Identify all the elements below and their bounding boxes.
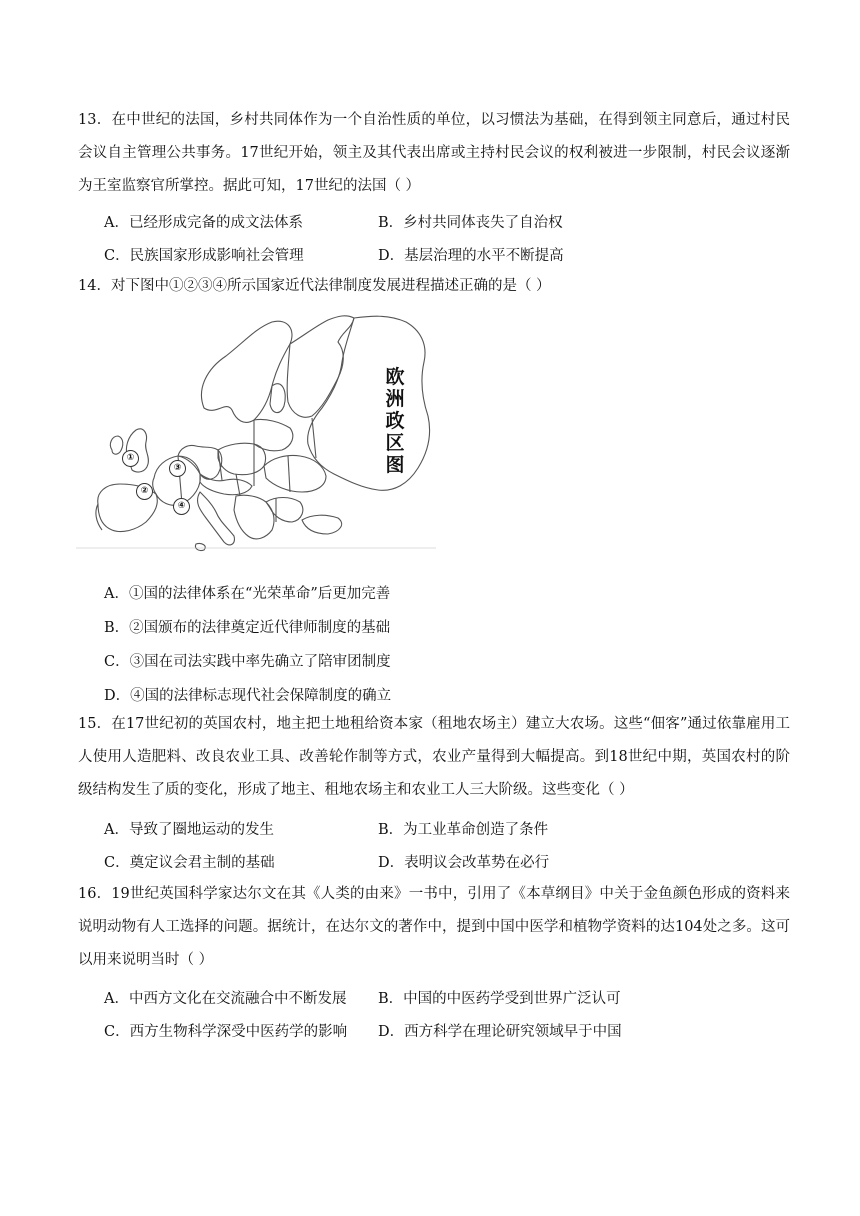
question-13-text: 在中世纪的法国，乡村共同体作为一个自治性质的单位，以习惯法为基础，在得到领主同意后，通过村民会议自主管理公共事务。17世纪开始，领主及其代表出席或主持村民会议的权利被进一步限制，村民会议逐渐为王室监察官所掌控。据此可知，17世纪的法国（ ） xyxy=(78,112,790,194)
question-16-stem xyxy=(78,878,790,977)
map-marker-4: ④ xyxy=(173,498,190,515)
question-13-option-c[interactable]: C．民族国家形成影响社会管理 xyxy=(104,248,304,264)
question-14-text: 对下图中①②③④所示国家近代法律制度发展进程描述正确的是（ ） xyxy=(110,278,551,294)
map-marker-2: ② xyxy=(136,483,153,500)
question-16-text: 19世纪英国科学家达尔文在其《人类的由来》一书中，引用了《本草纲目》中关于金鱼颜色形成的资料来说明动物有人工选择的问题。据统计，在达尔文的著作中，提到中国中医学和植物学资料的达104处之多。这可以用来说明当时（ ） xyxy=(78,886,790,968)
question-15-option-d[interactable]: D．表明议会改革势在必行 xyxy=(378,855,550,871)
question-16-option-d[interactable]: D．西方科学在理论研究领域早于中国 xyxy=(378,1024,622,1040)
question-13-options-row-1 xyxy=(104,212,794,234)
europe-political-map xyxy=(76,308,436,564)
map-title-char: 区 xyxy=(385,432,405,454)
question-13-number: 13． xyxy=(78,112,112,128)
question-14-option-b[interactable]: B．②国颁布的法律奠定近代律师制度的基础 xyxy=(104,620,391,636)
question-16-options-row-2 xyxy=(104,1021,794,1043)
question-15-number: 15． xyxy=(78,716,112,732)
question-15-stem xyxy=(78,708,790,807)
question-16-number: 16． xyxy=(78,886,112,902)
question-15-options-row-1 xyxy=(104,819,794,841)
question-13-option-d[interactable]: D．基层治理的水平不断提高 xyxy=(378,248,564,264)
map-title-char: 政 xyxy=(385,410,405,432)
question-16-option-b[interactable]: B．中国的中医药学受到世界广泛认可 xyxy=(378,991,621,1007)
question-14-number: 14． xyxy=(78,278,111,294)
question-14-option-d[interactable]: D．④国的法律标志现代社会保障制度的确立 xyxy=(104,688,392,704)
question-15-option-b[interactable]: B．为工业革命创造了条件 xyxy=(378,822,549,838)
question-14-option-c[interactable]: C．③国在司法实践中率先确立了陪审团制度 xyxy=(104,654,391,670)
question-14-option-a[interactable]: A．①国的法律体系在“光荣革命”后更加完善 xyxy=(104,586,391,602)
map-title xyxy=(384,366,406,476)
question-13-option-a[interactable]: A．已经形成完备的成文法体系 xyxy=(104,215,303,231)
question-13-option-b[interactable]: B．乡村共同体丧失了自治权 xyxy=(378,215,563,231)
question-15-options-row-2 xyxy=(104,852,794,874)
question-13-stem xyxy=(78,104,790,203)
europe-map-outline xyxy=(76,308,436,564)
question-15-text: 在17世纪初的英国农村，地主把土地租给资本家（租地农场主）建立大农场。这些“佃客”通过依靠雇用工人使用人造肥料、改良农业工具、改善轮作制等方式，农业产量得到大幅提高。到18世纪中期，英国农村的阶级结构发生了质的变化，形成了地主、租地农场主和农业工人三大阶级。这些变化（ ） xyxy=(78,716,790,798)
question-16-options-row-1 xyxy=(104,988,794,1010)
map-title-char: 洲 xyxy=(385,388,405,410)
map-title-char: 图 xyxy=(385,454,405,476)
map-marker-1: ① xyxy=(122,450,139,467)
question-16-option-c[interactable]: C．西方生物科学深受中医药学的影响 xyxy=(104,1024,348,1040)
question-15-option-a[interactable]: A．导致了圈地运动的发生 xyxy=(104,822,274,838)
map-title-char: 欧 xyxy=(385,366,405,388)
question-15-option-c[interactable]: C．奠定议会君主制的基础 xyxy=(104,855,275,871)
map-marker-3: ③ xyxy=(169,460,186,477)
question-13-options-row-2 xyxy=(104,245,794,267)
question-16-option-a[interactable]: A．中西方文化在交流融合中不断发展 xyxy=(104,991,347,1007)
question-14-stem xyxy=(78,270,790,303)
